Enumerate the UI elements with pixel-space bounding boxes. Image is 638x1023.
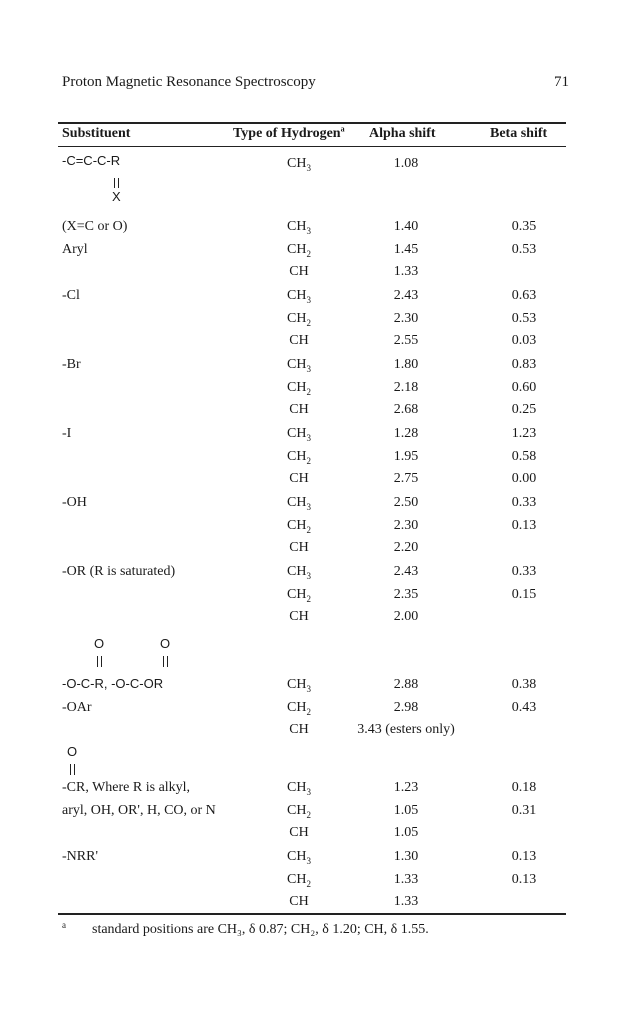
substituent-label: -NRR' bbox=[62, 849, 98, 864]
hydrogen-type-base: CH bbox=[287, 495, 307, 510]
struct-carbonyl-o: O bbox=[67, 744, 78, 759]
alpha-shift-value: 2.18 bbox=[393, 380, 419, 395]
beta-shift-value: 0.13 bbox=[511, 849, 537, 864]
hydrogen-count: 3 bbox=[306, 363, 311, 374]
hydrogen-type-base: CH bbox=[287, 849, 307, 864]
alpha-shift-value: 3.43 (esters only) bbox=[357, 722, 455, 737]
hydrogen-count: 3 bbox=[306, 786, 311, 797]
substituent-label: -Cl bbox=[62, 288, 80, 303]
beta-shift-value: 0.18 bbox=[511, 780, 537, 795]
hydrogen-count: 2 bbox=[306, 524, 311, 535]
substituent-label: -I bbox=[62, 426, 72, 441]
hydrogen-type-base: CH bbox=[287, 780, 307, 795]
hydrogen-type-base: CH bbox=[287, 872, 307, 887]
beta-shift-value: 0.03 bbox=[511, 333, 537, 348]
hydrogen-type bbox=[287, 517, 311, 535]
alpha-shift-value: 2.00 bbox=[393, 609, 419, 624]
substituent-label: (X=C or O) bbox=[62, 219, 128, 234]
hydrogen-count: 2 bbox=[306, 593, 311, 604]
beta-shift-value: 0.53 bbox=[511, 242, 537, 257]
beta-shift-value: 0.58 bbox=[511, 449, 537, 464]
column-header-alpha-shift: Alpha shift bbox=[369, 126, 436, 141]
substituent-label: -OAr bbox=[62, 700, 92, 715]
substituent-label: aryl, OH, OR', H, CO, or N bbox=[62, 803, 216, 818]
hydrogen-type bbox=[287, 848, 311, 866]
alpha-shift-value: 1.08 bbox=[393, 156, 419, 171]
struct-ester-o1: O bbox=[94, 636, 105, 651]
hydrogen-type bbox=[289, 893, 308, 911]
beta-shift-value: 0.38 bbox=[511, 677, 537, 692]
hydrogen-type bbox=[287, 287, 311, 305]
type-header-label: Type of Hydrogen bbox=[233, 126, 341, 141]
hydrogen-count: 2 bbox=[306, 809, 311, 820]
hydrogen-type bbox=[289, 721, 308, 739]
alpha-shift-value: 2.98 bbox=[393, 700, 419, 715]
hydrogen-type-base: CH bbox=[287, 242, 307, 257]
hydrogen-type-base: CH bbox=[289, 609, 309, 624]
hydrogen-count: 2 bbox=[306, 248, 311, 259]
hydrogen-type bbox=[287, 218, 311, 236]
hydrogen-type bbox=[287, 425, 311, 443]
hydrogen-count: 3 bbox=[306, 683, 311, 694]
hydrogen-type-base: CH bbox=[289, 540, 309, 555]
beta-shift-value: 0.43 bbox=[511, 700, 537, 715]
hydrogen-count: 3 bbox=[306, 855, 311, 866]
alpha-shift-value: 1.33 bbox=[393, 264, 419, 279]
beta-shift-value: 0.13 bbox=[511, 518, 537, 533]
hydrogen-type bbox=[287, 494, 311, 512]
alpha-shift-value: 2.68 bbox=[393, 402, 419, 417]
hydrogen-type-base: CH bbox=[287, 449, 307, 464]
hydrogen-type-base: CH bbox=[287, 357, 307, 372]
hydrogen-type-base: CH bbox=[289, 894, 309, 909]
page-number: 71 bbox=[554, 74, 569, 90]
hydrogen-count: 2 bbox=[306, 386, 311, 397]
beta-shift-value: 0.00 bbox=[511, 471, 537, 486]
beta-shift-value: 0.35 bbox=[511, 219, 537, 234]
struct-alkene-chain: -C=C-C-R bbox=[62, 153, 121, 168]
hydrogen-type-base: CH bbox=[287, 426, 307, 441]
substituent-label: -Br bbox=[62, 357, 81, 372]
hydrogen-type bbox=[287, 155, 311, 173]
hydrogen-type bbox=[289, 263, 308, 281]
alpha-shift-value: 1.40 bbox=[393, 219, 419, 234]
alpha-shift-value: 2.43 bbox=[393, 288, 419, 303]
footnote-ref: a bbox=[340, 124, 345, 134]
column-header-beta-shift: Beta shift bbox=[490, 126, 548, 141]
beta-shift-value: 0.53 bbox=[511, 311, 537, 326]
alpha-shift-value: 1.05 bbox=[393, 803, 419, 818]
hydrogen-count: 3 bbox=[306, 294, 311, 305]
hydrogen-count: 3 bbox=[306, 162, 311, 173]
struct-ester-chain: -O-C-R, -O-C-OR bbox=[62, 676, 164, 691]
hydrogen-type-base: CH bbox=[289, 264, 309, 279]
hydrogen-type bbox=[287, 310, 311, 328]
hydrogen-type bbox=[289, 608, 308, 626]
hydrogen-type-base: CH bbox=[287, 156, 307, 171]
alpha-shift-value: 2.35 bbox=[393, 587, 419, 602]
alpha-shift-value: 2.50 bbox=[393, 495, 419, 510]
beta-shift-value: 0.63 bbox=[511, 288, 537, 303]
hydrogen-type-base: CH bbox=[289, 471, 309, 486]
alpha-shift-value: 2.55 bbox=[393, 333, 419, 348]
hydrogen-count: 2 bbox=[306, 878, 311, 889]
beta-shift-value: 0.13 bbox=[511, 872, 537, 887]
hydrogen-type bbox=[287, 448, 311, 466]
beta-shift-value: 0.33 bbox=[511, 564, 537, 579]
hydrogen-type-base: CH bbox=[287, 803, 307, 818]
hydrogen-type bbox=[287, 779, 311, 797]
hydrogen-type bbox=[287, 379, 311, 397]
hydrogen-type-base: CH bbox=[287, 288, 307, 303]
footnote-mark: a bbox=[62, 920, 66, 930]
beta-shift-value: 0.25 bbox=[511, 402, 537, 417]
hydrogen-type-base: CH bbox=[287, 700, 307, 715]
hydrogen-type bbox=[289, 824, 308, 842]
beta-shift-value: 0.60 bbox=[511, 380, 537, 395]
alpha-shift-value: 1.28 bbox=[393, 426, 419, 441]
alpha-shift-value: 1.23 bbox=[393, 780, 419, 795]
substituent-label: -OR (R is saturated) bbox=[62, 564, 176, 579]
hydrogen-type-base: CH bbox=[289, 722, 309, 737]
hydrogen-type bbox=[287, 241, 311, 259]
column-header-substituent: Substituent bbox=[62, 126, 131, 141]
hydrogen-count: 2 bbox=[306, 317, 311, 328]
hydrogen-type bbox=[289, 539, 308, 557]
hydrogen-type bbox=[287, 356, 311, 374]
hydrogen-type-base: CH bbox=[287, 311, 307, 326]
hydrogen-type-base: CH bbox=[289, 333, 309, 348]
alpha-shift-value: 2.43 bbox=[393, 564, 419, 579]
alpha-shift-value: 1.45 bbox=[393, 242, 419, 257]
beta-shift-value: 0.83 bbox=[511, 357, 537, 372]
substituent-label: Aryl bbox=[62, 242, 88, 257]
alpha-shift-value: 2.88 bbox=[393, 677, 419, 692]
alpha-shift-value: 1.30 bbox=[393, 849, 419, 864]
footnote-text: standard positions are CH₃, δ 0.87; CH₂, δ 1.20; CH, δ 1.55. bbox=[92, 922, 429, 937]
struct-ester-o2: O bbox=[160, 636, 171, 651]
beta-shift-value: 1.23 bbox=[511, 426, 537, 441]
alpha-shift-value: 1.05 bbox=[393, 825, 419, 840]
hydrogen-count: 3 bbox=[306, 432, 311, 443]
hydrogen-count: 2 bbox=[306, 455, 311, 466]
alpha-shift-value: 2.30 bbox=[393, 518, 419, 533]
hydrogen-count: 3 bbox=[306, 570, 311, 581]
alpha-shift-value: 1.33 bbox=[393, 872, 419, 887]
beta-shift-value: 0.15 bbox=[511, 587, 537, 602]
alpha-shift-value: 1.95 bbox=[393, 449, 419, 464]
hydrogen-type bbox=[287, 871, 311, 889]
hydrogen-type-base: CH bbox=[287, 380, 307, 395]
substituent-label: -OH bbox=[62, 495, 87, 510]
table-bottom-rule bbox=[58, 913, 566, 915]
hydrogen-type-base: CH bbox=[287, 587, 307, 602]
hydrogen-type bbox=[289, 470, 308, 488]
beta-shift-value: 0.33 bbox=[511, 495, 537, 510]
running-title: Proton Magnetic Resonance Spectroscopy bbox=[62, 74, 316, 90]
alpha-shift-value: 1.33 bbox=[393, 894, 419, 909]
hydrogen-type bbox=[287, 699, 311, 717]
substituent-label: -CR, Where R is alkyl, bbox=[62, 780, 191, 795]
hydrogen-count: 3 bbox=[306, 501, 311, 512]
hydrogen-type-base: CH bbox=[289, 402, 309, 417]
alpha-shift-value: 2.20 bbox=[393, 540, 419, 555]
alpha-shift-value: 2.75 bbox=[393, 471, 419, 486]
hydrogen-type-base: CH bbox=[287, 677, 307, 692]
hydrogen-type bbox=[287, 802, 311, 820]
beta-shift-value: 0.31 bbox=[511, 803, 537, 818]
hydrogen-type bbox=[287, 676, 311, 694]
alpha-shift-value: 2.30 bbox=[393, 311, 419, 326]
hydrogen-type bbox=[287, 563, 311, 581]
hydrogen-type-base: CH bbox=[287, 564, 307, 579]
struct-x-atom: X bbox=[112, 189, 121, 204]
hydrogen-count: 2 bbox=[306, 706, 311, 717]
hydrogen-type bbox=[289, 401, 308, 419]
hydrogen-type-base: CH bbox=[289, 825, 309, 840]
hydrogen-type-base: CH bbox=[287, 518, 307, 533]
hydrogen-type bbox=[287, 586, 311, 604]
hydrogen-type bbox=[289, 332, 308, 350]
hydrogen-type-base: CH bbox=[287, 219, 307, 234]
hydrogen-count: 3 bbox=[306, 225, 311, 236]
alpha-shift-value: 1.80 bbox=[393, 357, 419, 372]
